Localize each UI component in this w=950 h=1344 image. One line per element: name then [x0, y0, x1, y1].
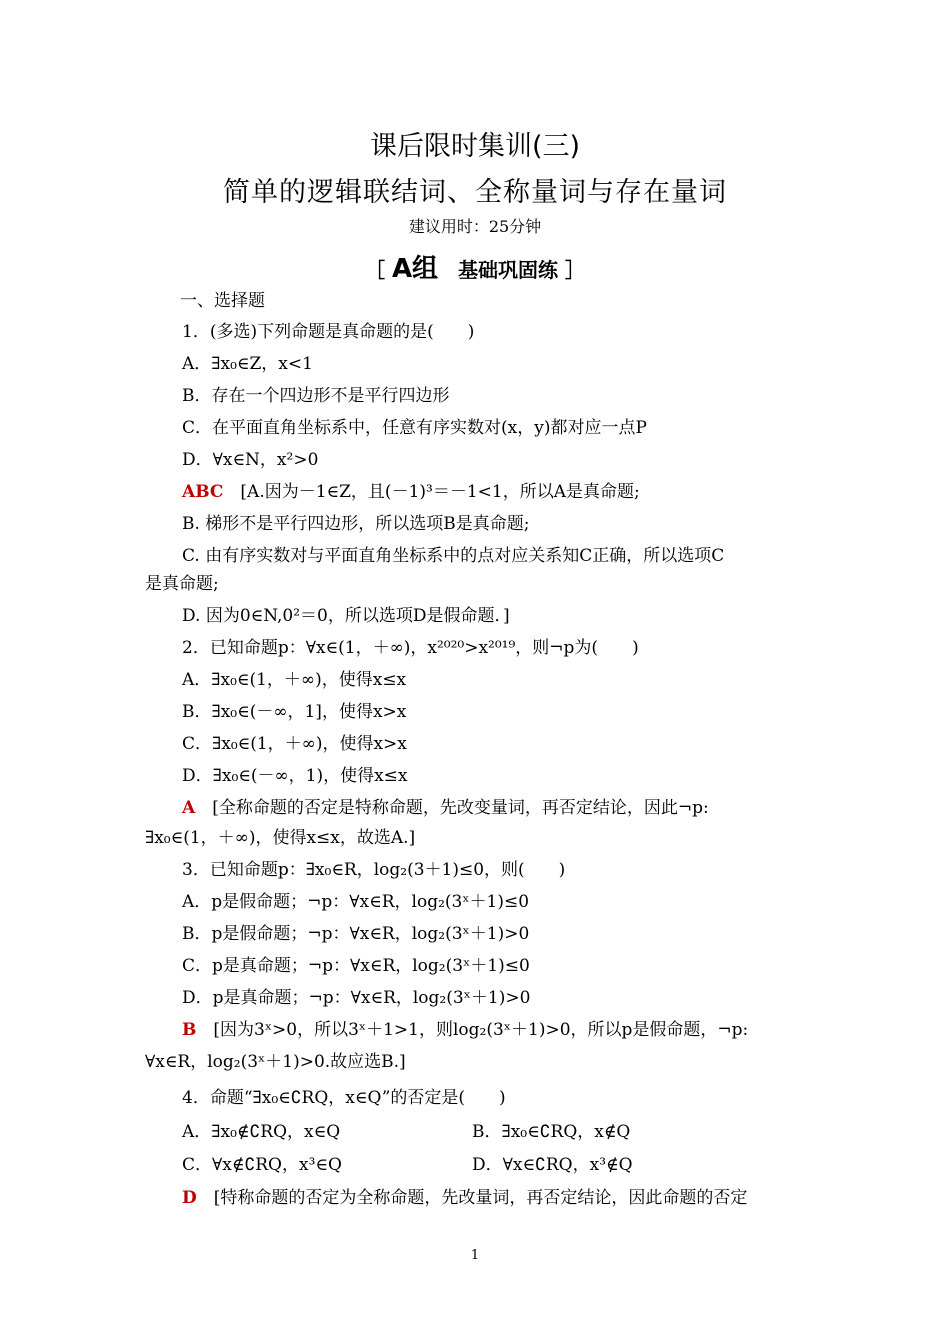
page-subtitle: 简单的逻辑联结词、全称量词与存在量词 [223, 177, 727, 208]
group-label: 基础巩固练 [458, 258, 559, 282]
q4-answer: D [182, 1188, 197, 1208]
q1-answer: ABC [182, 482, 224, 502]
time-note: 建议用时：25分钟 [408, 217, 542, 236]
q1-explain-3: C. 由有序实数对与平面直角坐标系中的点对应关系知C正确，所以选项C [182, 546, 725, 566]
q3-option-a: A．p是假命题；¬p：∀x∈R，log₂(3ˣ＋1)≤0 [182, 892, 530, 912]
q1-option-c: C．在平面直角坐标系中，任意有序实数对(x，y)都对应一点P [182, 418, 647, 438]
q1-answer-line [182, 481, 640, 503]
q2-option-b: B．∃x₀∈(－∞，1]，使得x>x [182, 702, 407, 722]
q2-option-a: A．∃x₀∈(1，＋∞)，使得x≤x [182, 670, 407, 690]
q1-option-a: A．∃x₀∈Z，x<1 [182, 354, 313, 374]
q2-answer: A [182, 798, 196, 818]
q3-explain-1: [因为3ˣ>0，所以3ˣ＋1>1，则log₂(3ˣ＋1)>0，所以p是假命题，¬p: [213, 1020, 749, 1040]
q1-stem: 1．(多选)下列命题是真命题的是( ) [182, 322, 475, 342]
q3-explain-2: ∀x∈R，log₂(3ˣ＋1)>0.故应选B.] [145, 1052, 406, 1072]
q1-explain-4: 是真命题; [145, 574, 219, 594]
q4-option-b: B．∃x₀∈∁RQ，x∉Q [472, 1122, 631, 1142]
q1-explain-2: B. 梯形不是平行四边形，所以选项B是真命题; [182, 514, 530, 534]
q1-option-b: B．存在一个四边形不是平行四边形 [182, 386, 450, 406]
q4-option-c: C．∀x∉∁RQ，x³∈Q [182, 1155, 342, 1175]
page-title: 课后限时集训(三) [369, 131, 581, 162]
q3-option-d: D．p是真命题；¬p：∀x∈R，log₂(3ˣ＋1)>0 [182, 988, 531, 1008]
bracket-left: ［ [364, 258, 392, 282]
q1-explain-5: D. 因为0∈N,0²＝0，所以选项D是假命题．] [182, 606, 510, 626]
q3-answer-line [182, 1019, 748, 1041]
q1-option-d: D．∀x∈N，x²>0 [182, 450, 319, 470]
page-number: 1 [470, 1248, 480, 1263]
q2-explain-2: ∃x₀∈(1，＋∞)，使得x≤x，故选A.] [145, 828, 416, 848]
q4-option-a: A．∃x₀∉∁RQ，x∈Q [182, 1122, 341, 1142]
q4-stem: 4．命题“∃x₀∈∁RQ，x∈Q”的否定是( ) [182, 1088, 506, 1108]
q4-answer-line [182, 1187, 747, 1209]
section-heading: 一、选择题 [180, 291, 265, 311]
group-a-label: A组 [391, 254, 439, 284]
q2-option-d: D．∃x₀∈(－∞，1)，使得x≤x [182, 766, 408, 786]
q3-answer: B [182, 1020, 197, 1040]
q2-option-c: C．∃x₀∈(1，＋∞)，使得x>x [182, 734, 407, 754]
q2-explain-1: [全称命题的否定是特称命题，先改变量词，再否定结论，因此¬p: [212, 798, 709, 818]
q3-option-c: C．p是真命题；¬p：∀x∈R，log₂(3ˣ＋1)≤0 [182, 956, 530, 976]
group-heading [0, 248, 950, 285]
q3-option-b: B．p是假命题；¬p：∀x∈R，log₂(3ˣ＋1)>0 [182, 924, 530, 944]
q3-stem: 3．已知命题p：∃x₀∈R，log₂(3＋1)≤0，则( ) [182, 860, 566, 880]
q2-answer-line [182, 797, 709, 819]
q1-explain-1: [A.因为－1∈Z，且(－1)³＝－1<1，所以A是真命题; [240, 482, 640, 502]
q2-stem: 2．已知命题p：∀x∈(1，＋∞)，x²⁰²⁰>x²⁰¹⁹，则¬p为( ) [182, 638, 639, 658]
q4-option-d: D．∀x∈∁RQ，x³∉Q [472, 1155, 633, 1175]
q4-explain-1: [特称命题的否定为全称命题，先改量词，再否定结论，因此命题的否定 [213, 1188, 748, 1208]
bracket-right: ］ [558, 258, 586, 282]
